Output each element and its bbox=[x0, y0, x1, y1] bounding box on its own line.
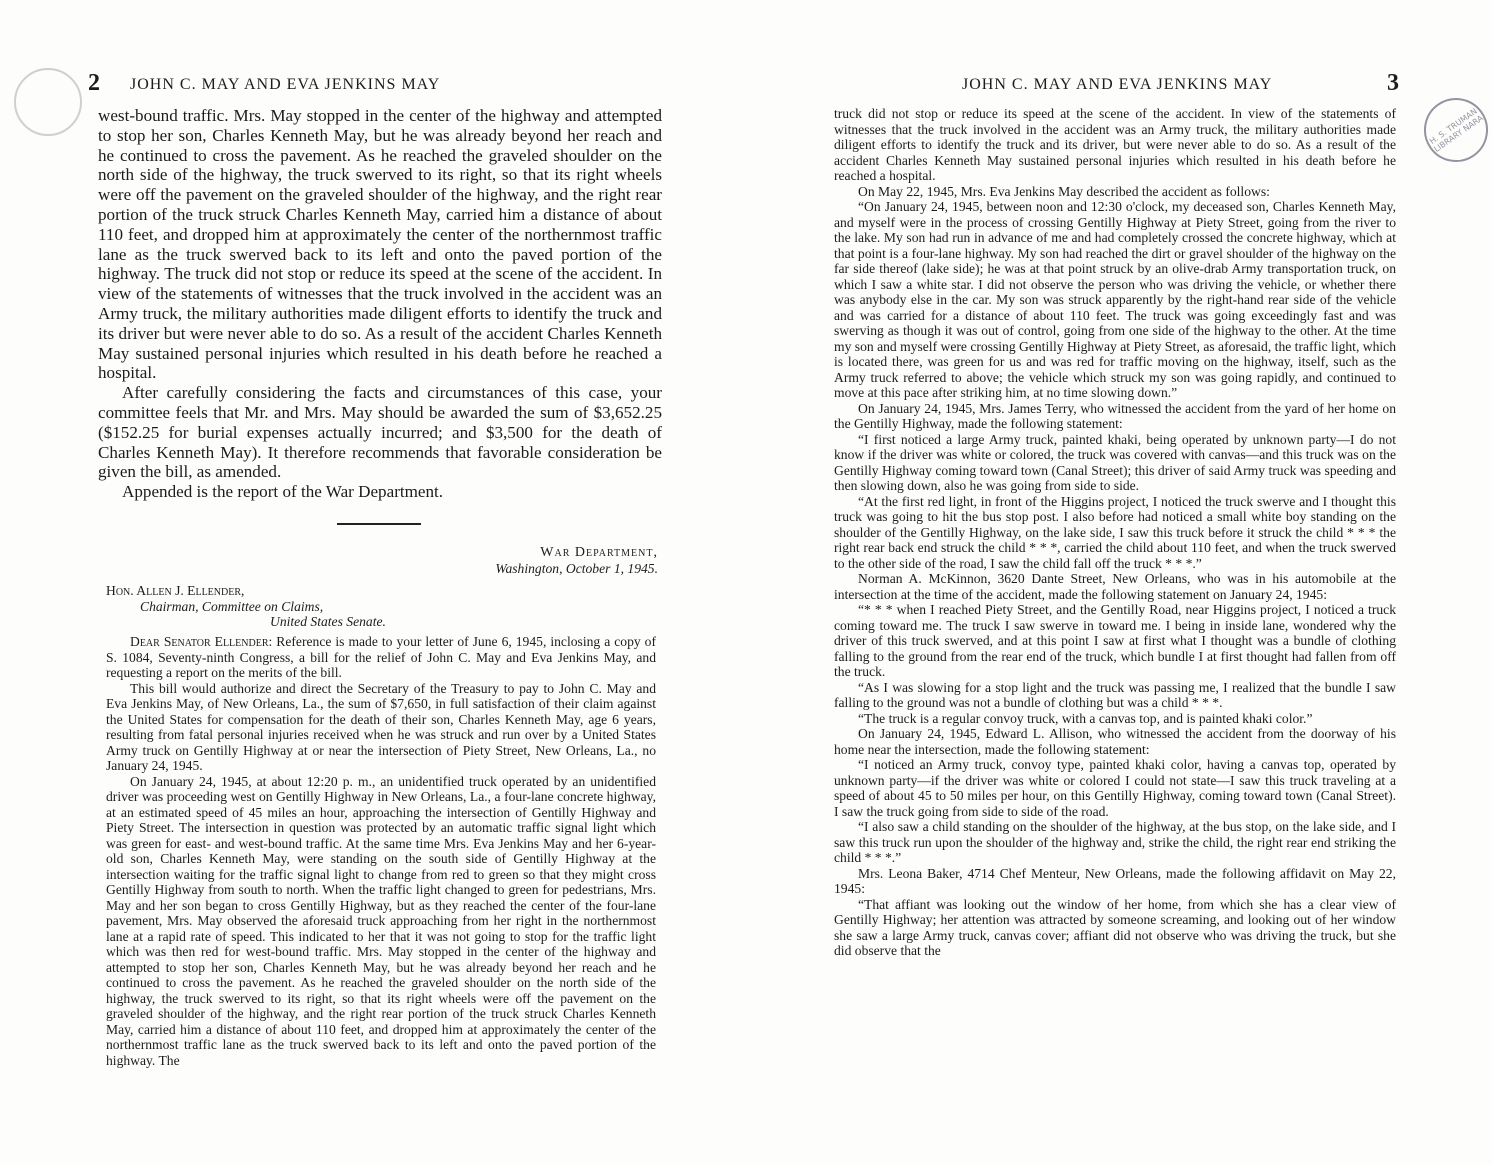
paragraph: “* * * when I reached Piety Street, and the Gentilly Road, near Higgins project, I noticed a truck coming toward me. The truck I saw swerve in toward me. I being in inside lane, wondered why the driver of this truck swerved, and at this point I saw at first what I thought was a bundle of clothing falling to the ground from the rear end of the truck, which bundle I at first thought had fallen from off the truck. bbox=[834, 602, 1396, 679]
archive-stamp-icon bbox=[14, 68, 82, 136]
right-page bbox=[746, 0, 1492, 1165]
letter-paragraph: This bill would authorize and direct the Secretary of the Treasury to pay to John C. May and Eva Jenkins May, of New Orleans, La., the sum of $7,650, in full satisfaction of their claim against the United States for compensation for the death of their son, Charles Kenneth May, age 6 years, resulting from fatal personal injuries received when he was struck and run over by a United States Army truck on Gentilly Highway at or near the intersection of Piety Street, New Orleans, La., no January 24, 1945. bbox=[106, 680, 656, 773]
paragraph: “I noticed an Army truck, convoy type, painted khaki color, having a canvas top, operated by unknown party—if the driver was white or colored I could not state—I saw this truck traveling at a speed of about 45 to 50 miles per hour, on this Gentilly Highway, coming toward town (Canal Street). I saw the truck going from side to side of the road. bbox=[834, 757, 1396, 819]
right-page-text bbox=[834, 106, 1396, 959]
running-head: JOHN C. MAY AND EVA JENKINS MAY bbox=[130, 76, 441, 93]
letter-department: War Department, bbox=[540, 545, 658, 560]
addressee-body: United States Senate. bbox=[270, 614, 386, 629]
paragraph: “The truck is a regular convoy truck, with a canvas top, and is painted khaki color.” bbox=[858, 710, 1313, 726]
letter-addressee bbox=[106, 583, 386, 630]
page-number: 3 bbox=[1387, 70, 1399, 96]
paragraph: Norman A. McKinnon, 3620 Dante Street, New Orleans, who was in his automobile at the intersection at the time of the accident, made the following statement on January 24, 1945: bbox=[834, 571, 1396, 602]
addressee-title: Chairman, Committee on Claims, bbox=[140, 598, 324, 614]
paragraph: truck did not stop or reduce its speed at the scene of the accident. In view of the statements of witnesses that the truck involved in the accident was an Army truck, the military authorities made diligent efforts to identify the truck and its driver, but were never able to do so. As a result of the accident Charles Kenneth May sustained personal injuries which resulted in his death before he reached a hospital. bbox=[834, 106, 1396, 183]
stamp-text: H. S. TRUMAN LIBRARY NARA bbox=[1427, 106, 1485, 154]
paragraph: On January 24, 1945, Mrs. James Terry, who witnessed the accident from the yard of her home on the Gentilly Highway, made the following statement: bbox=[834, 400, 1396, 431]
paragraph: Mrs. Leona Baker, 4714 Chef Menteur, New Orleans, made the following affidavit on May 22, 1945: bbox=[834, 865, 1396, 896]
letter-body bbox=[106, 634, 656, 1068]
letter-paragraph bbox=[106, 634, 656, 681]
page-number: 2 bbox=[88, 70, 100, 96]
paragraph: “I first noticed a large Army truck, painted khaki, being operated by unknown party—I do not know if the driver was white or colored, the truck was covered with canvas—and this truck was on the Gentilly Highway coming toward town (Canal Street); this driver of said Army truck was speeding and then slowing down, also he was going from side to side. bbox=[834, 431, 1396, 493]
paragraph: “That affiant was looking out the window of her home, from which she has a clear view of Gentilly Highway; her attention was attracted by someone screaming, and looking out of her window she saw a large Army truck, canvas cover; affiant did not observe who was driving the truck, but she did observe that the bbox=[834, 896, 1396, 958]
paragraph: west-bound traffic. Mrs. May stopped in the center of the highway and attempted to stop her son, Charles Kenneth May, but he was already beyond her reach and he continued to cross the pavement. As he reached the graveled shoulder on the north side of the highway, the truck swerved to its right, so that its right wheels were off the pavement on the graveled shoulder of the highway, and the right rear portion of the truck struck Charles Kenneth May, carried him a distance of about 110 feet, and dropped him at approximately the center of the northernmost traffic lane as the truck swerved back to its left and onto the paved portion of the highway. The truck did not stop or reduce its speed at the scene of the accident. In view of the statements of witnesses that the truck involved in the accident was an Army truck, the military authorities made diligent efforts to identify the truck and its driver but were never able to do so. As a result of the accident Charles Kenneth May sustained personal injuries which resulted in his death before he reached a hospital. bbox=[98, 106, 662, 383]
paragraph: Appended is the report of the War Department. bbox=[122, 482, 444, 502]
paragraph: “I also saw a child standing on the shoulder of the highway, at the bus stop, on the lake side, and I saw this truck run upon the shoulder of the highway and, strike the child, the right rear end striking the child * * *.” bbox=[834, 819, 1396, 865]
truman-library-stamp-icon bbox=[1411, 85, 1492, 174]
paragraph: On May 22, 1945, Mrs. Eva Jenkins May described the accident as follows: bbox=[858, 183, 1270, 199]
letter-paragraph: On January 24, 1945, at about 12:20 p. m., an unidentified truck operated by an unidentified driver was proceeding west on Gentilly Highway in New Orleans, La., a four-lane concrete highway, at an estimated speed of 45 miles an hour, approaching the intersection of Gentilly Highway and Piety Street. The intersection in question was protected by an automatic traffic signal light which was green for east- and west-bound traffic. At the same time Mrs. Eva Jenkins May and her 6-year-old son, Charles Kenneth May, were standing on the south side of Gentilly Highway at the intersection waiting for the traffic signal light to change from red to green so that they might cross Gentilly Highway from south to north. When the traffic light changed to green for pedestrians, Mrs. May and her son began to cross Gentilly Highway, but as they reached the center of the four-lane pavement, Mrs. May observed the aforesaid truck approaching from her right in the northernmost lane at a rapid rate of speed. This indicated to her that it was not going to stop for the traffic light which was then red for west-bound traffic. Mrs. May stopped in the center of the highway and attempted to stop her son, Charles Kenneth May, but he was already beyond her reach and he continued to cross the pavement. As he reached the graveled shoulder on the north side of the highway, the truck swerved to its right, so that its right wheels were off the pavement on the graveled shoulder of the highway, and the right rear portion of the truck struck Charles Kenneth May, carried him a distance of about 110 feet, and dropped him at approximately the center of the northernmost traffic lane as the truck swerved back to its left and onto the paved portion of the highway. The bbox=[106, 773, 656, 1068]
salutation: Dear Senator Ellender: bbox=[130, 634, 273, 649]
paragraph: “At the first red light, in front of the Higgins project, I noticed the truck swerve and I thought this truck was going to hit the bus stop post. I also before had noticed a small white boy standing on the shoulder of the Gentilly Highway, on the lake side, I saw this truck before it struck the child * * * the right rear back end struck the child * * *, carried the child about 110 feet, and when the truck swerved to the other side of the road, I saw the child fall off the truck * * *.” bbox=[834, 493, 1396, 571]
letter-paragraph-text: Reference is made to your letter of June 6, 1945, inclosing a copy of S. 1084, Seventy-ninth Congress, a bill for the relief of John C. May and Eva Jenkins May, and requesting a report on the merits of the bill. bbox=[106, 634, 656, 680]
paragraph: After carefully considering the facts and circumstances of this case, your committee feels that Mr. and Mrs. May should be awarded the sum of $3,652.25 ($152.25 for burial expenses actually incurred; and $3,500 for the death of Charles Kenneth May). It therefore recommends that favorable consideration be given the bill, as amended. bbox=[98, 383, 662, 482]
paragraph: “As I was slowing for a stop light and the truck was passing me, I realized that the bundle I saw falling to the ground was not a bundle of clothing but was a child * * *. bbox=[834, 679, 1396, 710]
addressee-name: Hon. Allen J. Ellender, bbox=[106, 583, 245, 598]
paragraph: On January 24, 1945, Edward L. Allison, who witnessed the accident from the doorway of his home near the intersection, made the following statement: bbox=[834, 726, 1396, 757]
letter-place-date: Washington, October 1, 1945. bbox=[495, 561, 658, 576]
running-head: JOHN C. MAY AND EVA JENKINS MAY bbox=[962, 76, 1273, 93]
committee-report-text bbox=[98, 106, 662, 502]
paragraph: “On January 24, 1945, between noon and 12:30 o'clock, my deceased son, Charles Kenneth May, and myself were in the process of crossing Gentilly Highway at Piety Street, going from the river to the lake. My son had run in advance of me and had completely crossed the concrete highway, which at that point is a four-lane highway. My son had reached the dirt or gravel shoulder of the highway on the far side thereof (lake side); he was at that point struck by an olive-drab Army transportation truck, on which I saw a white star. I did not observe the person who was driving the vehicle, or whether there was anybody else in the car. My son was struck apparently by the right-hand rear side of the vehicle and was carried for a distance of about 110 feet. The truck was going exceedingly fast and was swerving as though it was out of control, going from one side of the highway to the other. At the time my son and myself were crossing Gentilly Highway at Piety Street, as aforesaid, the traffic light, which is located there, was green for us and was red for traffic moving on the highway, itself, such as the Army truck referred to above; the vehicle which struck my son was going rapidly, and continued to move at this pace after striking him, at no time slowing down.” bbox=[834, 199, 1396, 400]
section-divider bbox=[337, 523, 421, 525]
